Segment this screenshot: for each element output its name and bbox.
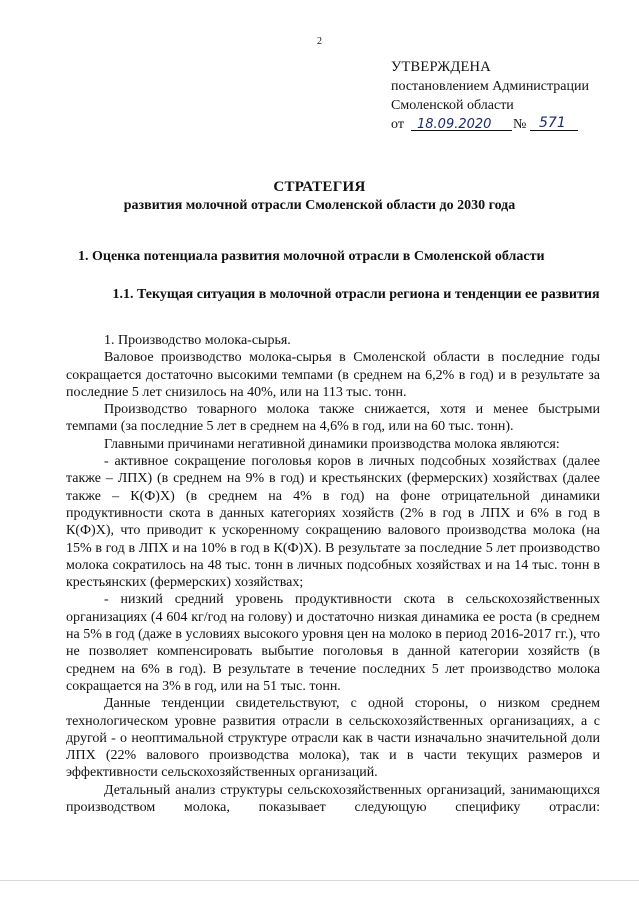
page-number: 2 (317, 36, 322, 47)
paragraph: 1. Производство молока-сырья. (104, 333, 291, 348)
paragraph: - активное сокращение поголовья коров в личных подсобных хозяйствах (далее также – ЛПХ) (в среднем на 9% в год) и крестьянских (фермерских) хозяйствах (далее также – К(Ф)Х) (в среднем на 4% в год) на фоне отрицательной динамики продуктивности скота в данных категориях хозяйств (2% в год в ЛПХ и 6% в год в К(Ф)Х), что приводит к ускоренному сокращению валового производства молока (на 15% в год в ЛПХ и на 10% в год в К(Ф)Х). В результате за последние 5 лет производство молока сократилось на 48 тыс. тонн в личных подсобных хозяйствах и на 14 тыс. тонн в крестьянских (фермерских) хозяйствах; (66, 454, 600, 591)
subsection-heading: 1.1. Текущая ситуация в молочной отрасли региона и тенденции ее развития (112, 287, 600, 302)
approval-block (391, 58, 589, 135)
handwritten-number: 571 (539, 115, 566, 131)
approval-line-2: Смоленской области (391, 98, 514, 113)
paragraph: Производство товарного молока также снижается, хотя и менее быстрыми темпами (за последние 5 лет в среднем на 4,6% в год, или на 60 тыс. тонн). (66, 402, 600, 435)
paragraph: Главными причинами негативной динамики производства молока являются: (104, 436, 560, 452)
date-prefix: от (391, 117, 404, 132)
approval-date-line (391, 115, 589, 135)
number-prefix: № (513, 117, 527, 132)
paragraph: Валовое производство молока-сырья в Смоленской области в последние годы сокращается достаточно высокими темпами (в среднем на 6,2% в год) и в результате за последние 5 лет снизилось на 40%, или на 113 тыс. тонн. (66, 350, 600, 400)
paragraph: - низкий средний уровень продуктивности скота в сельскохозяйственных организациях (4 604 кг/год на голову) и достаточно низкая динамика ее роста (в среднем на 5% в год (даже в условиях высокого уровня цен на молоко в период 2016-2017 гг.), что не позволяет компенсировать выбытие поголовья в данной категории хозяйств (в среднем на 6% в год). В результате в течение последних 5 лет производство молока сокращается на 3% в год, или на 51 тыс. тонн. (66, 592, 600, 694)
body-text (66, 332, 600, 816)
section-heading: 1. Оценка потенциала развития молочной отрасли в Смоленской области (78, 249, 545, 264)
document-title: СТРАТЕГИЯ (273, 179, 366, 195)
paragraph: Данные тенденции свидетельствуют, с одной стороны, о низком среднем технологическом уровне развития отрасли в сельскохозяйственных организациях, а с другой - о неоптимальной структуре отрасли как в части изначально значительной доли ЛПХ (22% валового производства молока), так и в части текущих размеров и эффективности сельскохозяйственных организаций. (66, 696, 600, 781)
document-subtitle: развития молочной отрасли Смоленской области до 2030 года (123, 198, 516, 213)
approval-heading: УТВЕРЖДЕНА (391, 59, 491, 75)
paragraph: Детальный анализ структуры сельскохозяйственных организаций, занимающихся производством молока, показывает следующую специфику отрасли: (66, 782, 600, 816)
approval-line-1: постановлением Администрации (391, 79, 589, 94)
handwritten-date: 18.09.2020 (417, 117, 492, 132)
page-edge-line (0, 880, 639, 881)
